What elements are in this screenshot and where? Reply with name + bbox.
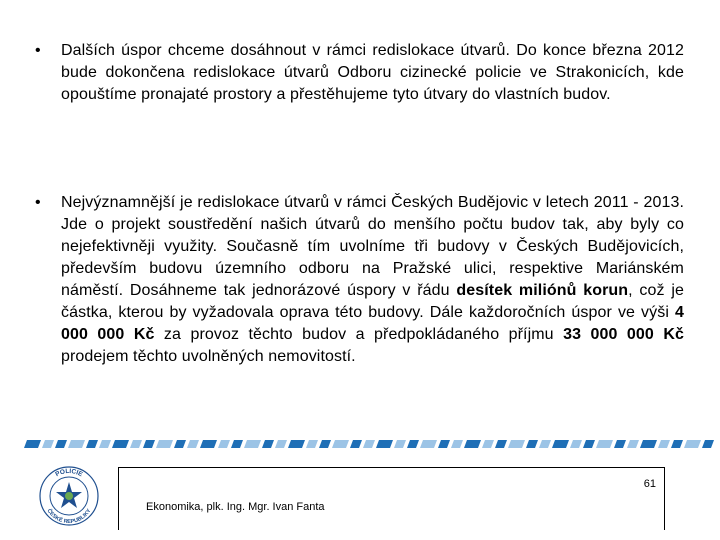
paragraph-bold-text: desítek miliónů korun	[456, 282, 629, 299]
paragraph-text: , což je částka, kterou by vyžadovala oprava této budovy. Dále každoročních úspor ve výši	[61, 282, 684, 321]
page-number: 61	[643, 478, 656, 490]
footer-box	[118, 467, 665, 530]
paragraph-redislokace-budejovice	[61, 192, 684, 368]
seal-text-top: POLICIE	[54, 467, 84, 479]
decorative-stripe	[24, 439, 714, 449]
paragraph-text: prodejem těchto uvolněných nemovitostí.	[61, 348, 356, 365]
bullet-marker: •	[35, 194, 41, 211]
bullet-marker: •	[35, 42, 41, 59]
paragraph-text: Nejvýznamnější je redislokace útvarů v rámci Českých Budějovic v letech 2011 - 2013. Jde o projekt soustředění našich útvarů do menšího počtu budov tak, aby byly co nejefektivněji využity. Současně tím uvolníme tři budovy v Českých Budějovicích, především budovu územního odboru na Pražské ulici, respektive Mariánském náměstí. Dosáhneme tak jednorázové úspory v řádu	[61, 194, 684, 299]
paragraph-bold-text: 33 000 000 Kč	[563, 326, 684, 343]
paragraph-text: za provoz těchto budov a předpokládaného příjmu	[154, 326, 564, 343]
paragraph-bold-text: 4 000 000 Kč	[61, 304, 684, 343]
paragraph-redislokace-strakonice: Dalších úspor chceme dosáhnout v rámci redislokace útvarů. Do konce března 2012 bude dokončena redislokace útvarů Odboru cizinecké policie ve Strakonicích, kde opouštíme pronajaté prostory a přestěhujeme tyto útvary do vlastních budov.	[61, 42, 684, 103]
footer-author: Ekonomika, plk. Ing. Mgr. Ivan Fanta	[146, 501, 325, 513]
police-seal-logo	[38, 465, 100, 527]
police-seal-icon	[38, 465, 100, 527]
seal-text-bottom: ČESKÉ REPUBLIKY	[45, 508, 93, 526]
